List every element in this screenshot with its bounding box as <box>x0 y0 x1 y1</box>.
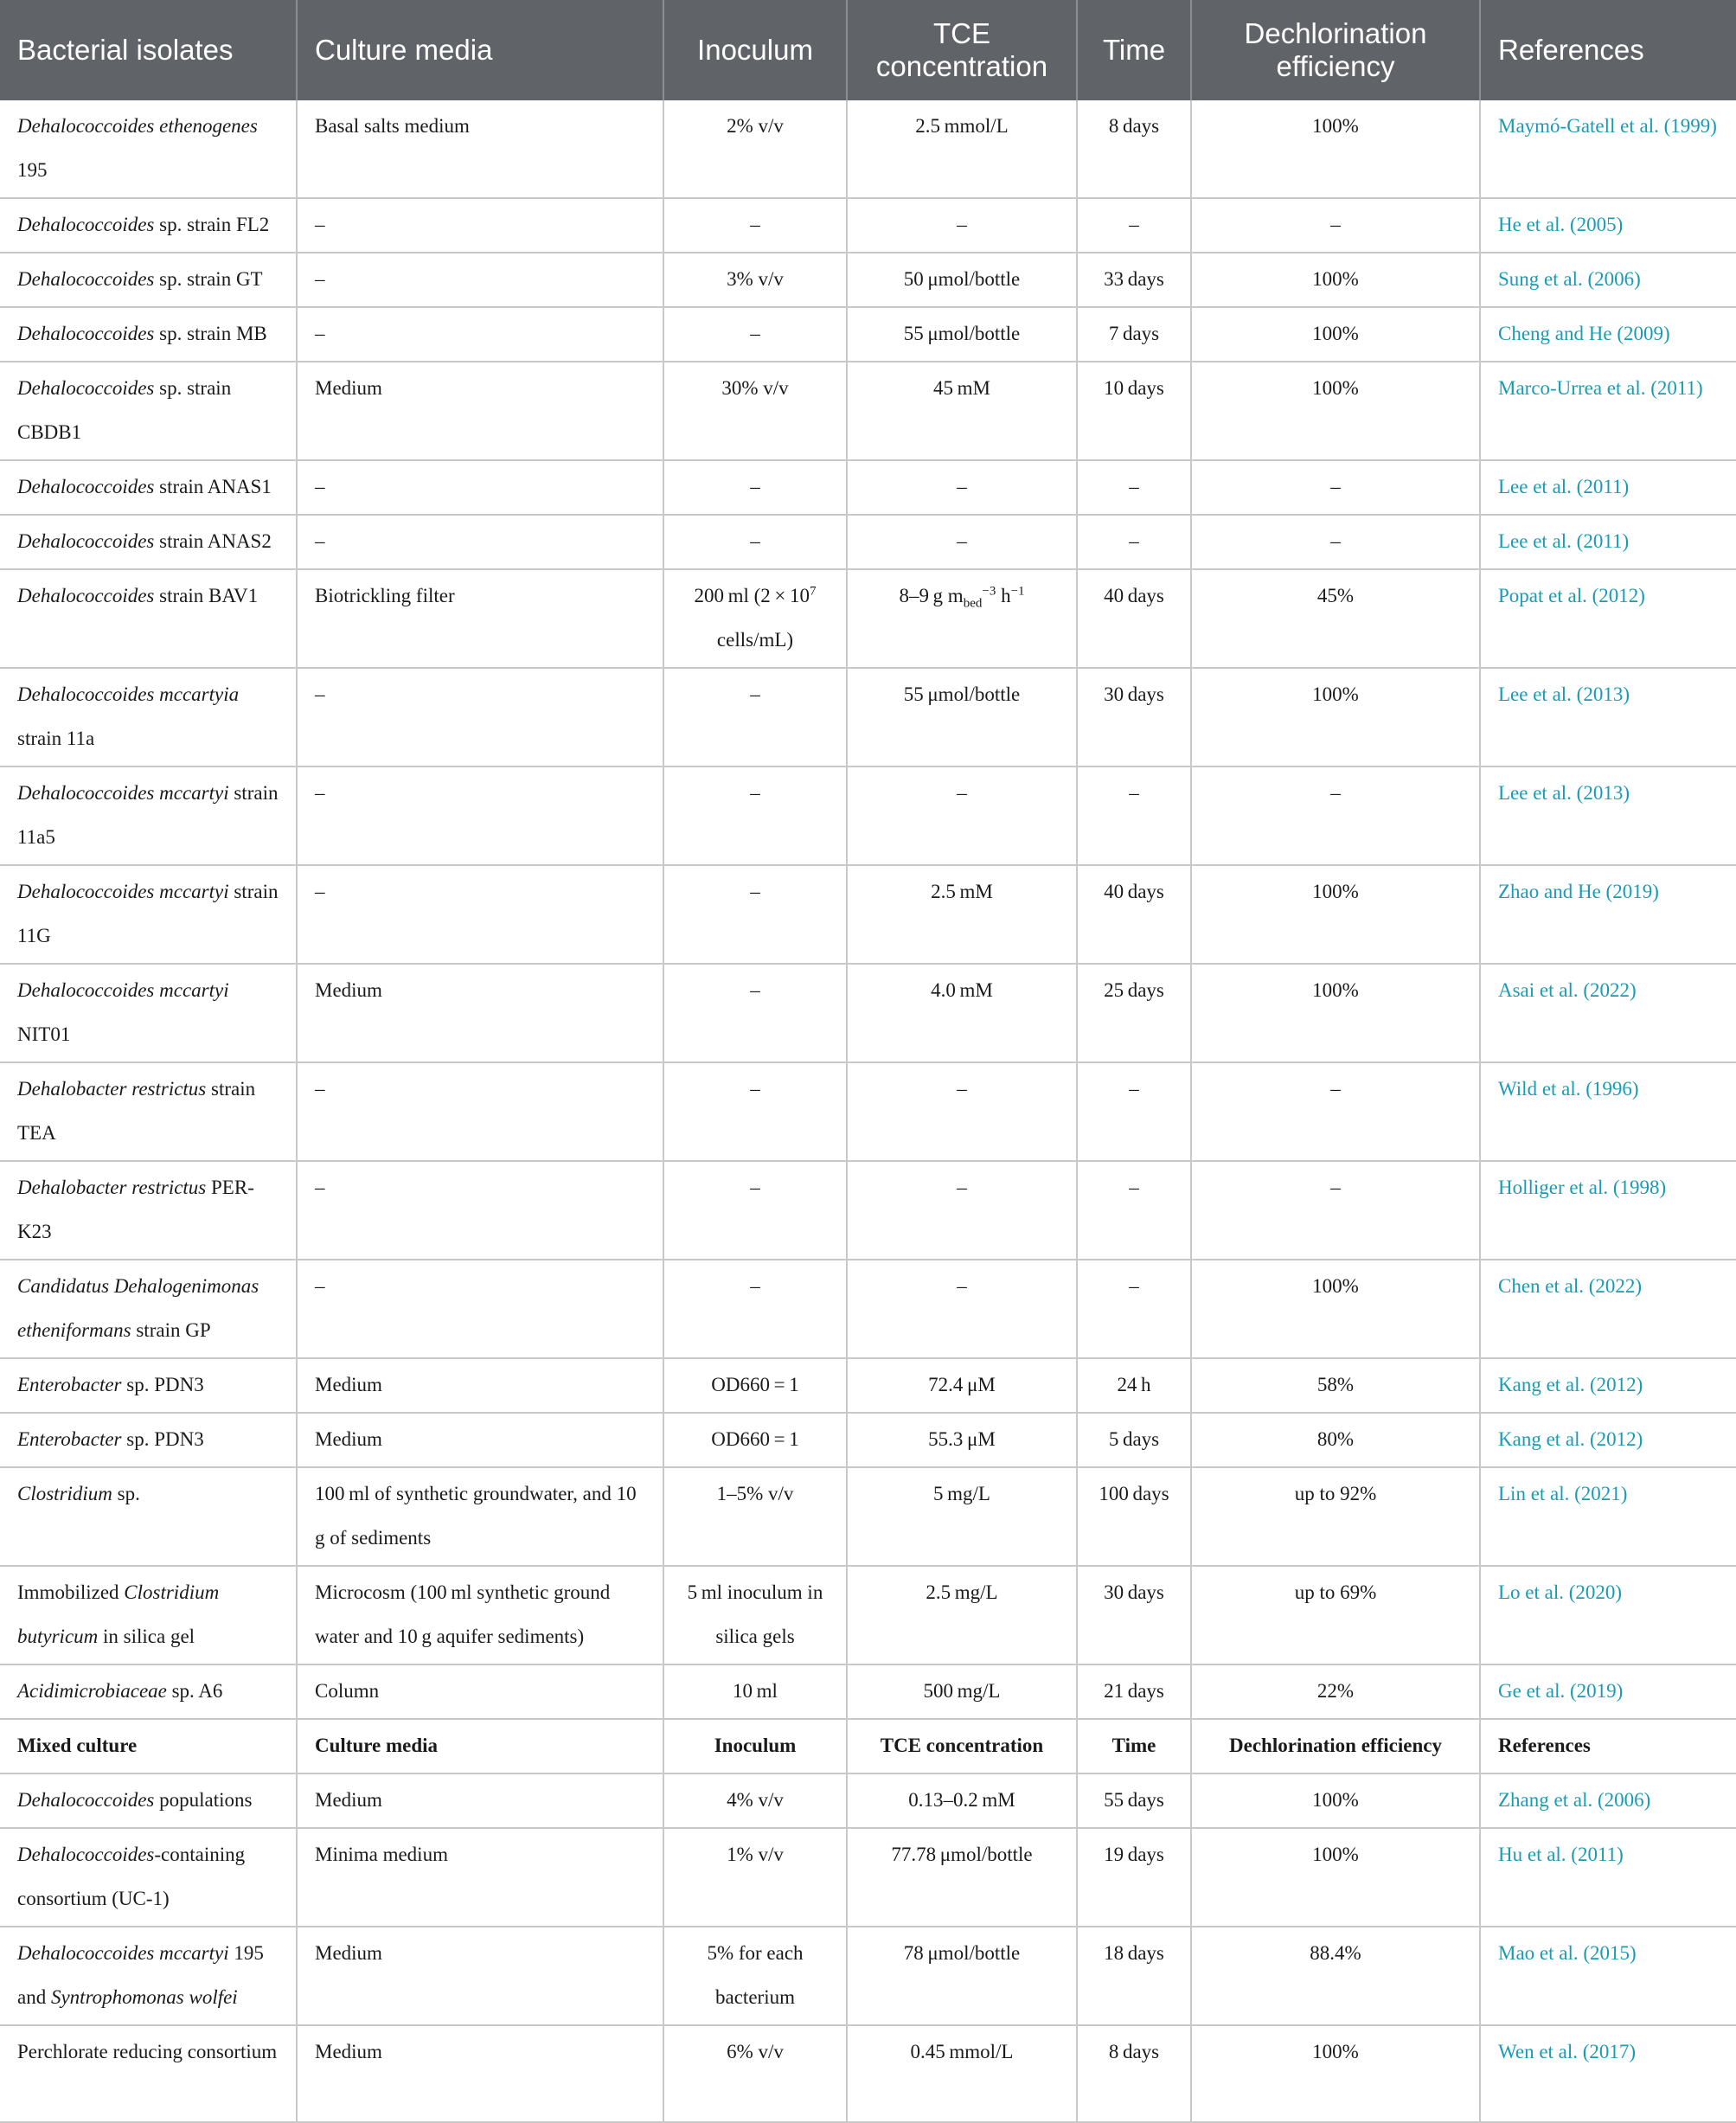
isolate-text: strain GP <box>131 1319 211 1341</box>
tce-concentration-cell: – <box>847 1161 1077 1260</box>
isolate-text: sp. PDN3 <box>121 1374 204 1395</box>
culture-media-cell: – <box>297 253 663 307</box>
time-cell: – <box>1077 1062 1191 1161</box>
time-cell: 24 h <box>1077 1358 1191 1413</box>
time-cell: 5 days <box>1077 1413 1191 1467</box>
time-cell: – <box>1077 460 1191 515</box>
inoculum-cell: OD660 = 1 <box>663 1413 847 1467</box>
efficiency-cell: 100% <box>1191 2025 1480 2122</box>
time-cell: – <box>1077 1161 1191 1260</box>
culture-media-cell: – <box>297 460 663 515</box>
reference-link[interactable]: Zhao and He (2019) <box>1480 865 1736 964</box>
inoculum-cell: – <box>663 1260 847 1358</box>
isolate-text: sp. A6 <box>166 1680 223 1702</box>
isolate-text: Dehalobacter restrictus <box>17 1078 207 1100</box>
table-row <box>0 1467 1736 1566</box>
isolate-text: strain ANAS1 <box>154 476 272 497</box>
isolate-text: populations <box>154 1789 253 1811</box>
reference-link[interactable]: He et al. (2005) <box>1480 198 1736 253</box>
efficiency-cell: – <box>1191 515 1480 569</box>
isolate-text: Candidatus Dehalogenimonas etheniformans <box>17 1275 259 1341</box>
isolate-text: Dehalococcoides <box>17 1789 155 1811</box>
tce-concentration-cell: – <box>847 1260 1077 1358</box>
time-cell: 33 days <box>1077 253 1191 307</box>
isolate-text: NIT01 <box>17 1023 71 1045</box>
efficiency-cell: – <box>1191 1062 1480 1161</box>
time-cell: 8 days <box>1077 2025 1191 2122</box>
tce-concentration-cell: – <box>847 1062 1077 1161</box>
isolate-text: sp. strain GT <box>154 268 263 290</box>
efficiency-cell: 58% <box>1191 1358 1480 1413</box>
table-row <box>0 307 1736 362</box>
culture-media-cell: 100 ml of synthetic groundwater, and 10 g of sediments <box>297 1467 663 1566</box>
table-header <box>0 0 1736 100</box>
subheader-inoculum: Inoculum <box>663 1719 847 1773</box>
isolate-cell <box>0 964 297 1062</box>
isolate-cell <box>0 1664 297 1719</box>
table-row <box>0 2025 1736 2122</box>
isolate-text: Dehalococcoides <box>17 377 155 399</box>
header-references: References <box>1480 0 1736 100</box>
tce-concentration-cell: 78 μmol/bottle <box>847 1927 1077 2025</box>
isolate-text: Enterobacter <box>17 1374 122 1395</box>
isolate-text: Dehalococcoides <box>17 268 155 290</box>
reference-link[interactable]: Lo et al. (2020) <box>1480 1566 1736 1664</box>
header-bacterial-isolates: Bacterial isolates <box>0 0 297 100</box>
time-cell: 21 days <box>1077 1664 1191 1719</box>
table-row <box>0 1566 1736 1664</box>
header-inoculum: Inoculum <box>663 0 847 100</box>
inoculum-cell: 4% v/v <box>663 1773 847 1828</box>
efficiency-cell: up to 69% <box>1191 1566 1480 1664</box>
reference-link[interactable]: Lee et al. (2011) <box>1480 460 1736 515</box>
isolate-cell <box>0 1566 297 1664</box>
reference-link[interactable]: Wen et al. (2017) <box>1480 2025 1736 2122</box>
isolate-text: Syntrophomonas wolfei <box>50 1986 238 2008</box>
time-cell: – <box>1077 515 1191 569</box>
time-cell: 18 days <box>1077 1927 1191 2025</box>
isolate-text: strain 11G <box>17 881 279 946</box>
tce-concentration-cell: 4.0 mM <box>847 964 1077 1062</box>
culture-media-cell: – <box>297 515 663 569</box>
time-cell: 10 days <box>1077 362 1191 460</box>
isolate-cell <box>0 307 297 362</box>
isolate-cell <box>0 865 297 964</box>
tce-concentration-cell: 55.3 μM <box>847 1413 1077 1467</box>
reference-link[interactable]: Cheng and He (2009) <box>1480 307 1736 362</box>
reference-link[interactable]: Chen et al. (2022) <box>1480 1260 1736 1358</box>
tce-concentration-cell: 2.5 mg/L <box>847 1566 1077 1664</box>
inoculum-cell: – <box>663 668 847 766</box>
culture-media-cell: – <box>297 1062 663 1161</box>
isolate-cell <box>0 460 297 515</box>
isolate-text: sp. <box>112 1483 140 1504</box>
subheader-time: Time <box>1077 1719 1191 1773</box>
isolate-text: strain 11a <box>17 728 95 749</box>
efficiency-cell: 100% <box>1191 668 1480 766</box>
subheader-dechlorination-efficiency: Dechlorination efficiency <box>1191 1719 1480 1773</box>
inoculum-cell: – <box>663 307 847 362</box>
table-row <box>0 1358 1736 1413</box>
inoculum-cell: – <box>663 766 847 865</box>
time-cell: – <box>1077 198 1191 253</box>
culture-media-cell: Medium <box>297 1773 663 1828</box>
culture-media-cell: – <box>297 198 663 253</box>
efficiency-cell: 100% <box>1191 100 1480 198</box>
reference-link[interactable]: Lin et al. (2021) <box>1480 1467 1736 1566</box>
reference-link[interactable]: Kang et al. (2012) <box>1480 1413 1736 1467</box>
tce-concentration-cell: 0.45 mmol/L <box>847 2025 1077 2122</box>
tce-concentration-cell: 0.13–0.2 mM <box>847 1773 1077 1828</box>
time-cell: – <box>1077 1260 1191 1358</box>
tce-concentration-cell: 2.5 mmol/L <box>847 100 1077 198</box>
isolate-cell <box>0 253 297 307</box>
isolate-text: sp. strain MB <box>154 323 267 344</box>
table-row <box>0 198 1736 253</box>
reference-link[interactable]: Zhang et al. (2006) <box>1480 1773 1736 1828</box>
table-row <box>0 1161 1736 1260</box>
inoculum-cell: 5 ml inoculum in silica gels <box>663 1566 847 1664</box>
table-row <box>0 1927 1736 2025</box>
isolate-cell <box>0 1927 297 2025</box>
isolate-text: Acidimicrobiaceae <box>17 1680 167 1702</box>
isolate-text: strain ANAS2 <box>154 530 272 552</box>
isolate-text: Dehalococcoides mccartyi <box>17 881 229 902</box>
subheader-culture-media: Culture media <box>297 1719 663 1773</box>
isolate-cell <box>0 100 297 198</box>
isolate-text: strain BAV1 <box>154 585 259 606</box>
reference-link[interactable]: Ge et al. (2019) <box>1480 1664 1736 1719</box>
reference-link[interactable]: Marco-Urrea et al. (2011) <box>1480 362 1736 460</box>
isolate-cell <box>0 1358 297 1413</box>
culture-media-cell: Medium <box>297 1413 663 1467</box>
time-cell: 100 days <box>1077 1467 1191 1566</box>
inoculum-cell: – <box>663 865 847 964</box>
table-row <box>0 1664 1736 1719</box>
isolate-text: Clostridium butyricum <box>17 1581 220 1647</box>
tce-concentration-cell: 77.78 μmol/bottle <box>847 1828 1077 1927</box>
efficiency-cell: up to 92% <box>1191 1467 1480 1566</box>
isolate-cell <box>0 569 297 668</box>
isolate-cell <box>0 198 297 253</box>
isolate-text: Dehalococcoides mccartyi <box>17 782 229 804</box>
reference-link[interactable]: Sung et al. (2006) <box>1480 253 1736 307</box>
inoculum-cell: 6% v/v <box>663 2025 847 2122</box>
table-row <box>0 460 1736 515</box>
inoculum-cell: 5% for each bacterium <box>663 1927 847 2025</box>
reference-link[interactable]: Mao et al. (2015) <box>1480 1927 1736 2025</box>
subheader-mixed-culture: Mixed culture <box>0 1719 297 1773</box>
time-cell: 55 days <box>1077 1773 1191 1828</box>
table-row <box>0 253 1736 307</box>
mixed-culture-subheader-row <box>0 1719 1736 1773</box>
culture-media-cell: Minima medium <box>297 1828 663 1927</box>
efficiency-cell: 22% <box>1191 1664 1480 1719</box>
efficiency-cell: 88.4% <box>1191 1927 1480 2025</box>
header-time: Time <box>1077 0 1191 100</box>
culture-media-cell: – <box>297 307 663 362</box>
isolate-cell <box>0 1773 297 1828</box>
reference-link[interactable]: Maymó-Gatell et al. (1999) <box>1480 100 1736 198</box>
isolate-cell <box>0 2025 297 2122</box>
time-cell: 19 days <box>1077 1828 1191 1927</box>
header-dechlorination-efficiency: Dechlorination efficiency <box>1191 0 1480 100</box>
efficiency-cell: 100% <box>1191 307 1480 362</box>
isolate-cell <box>0 1467 297 1566</box>
isolate-text: Dehalococcoides mccartyia <box>17 683 240 705</box>
table-row <box>0 766 1736 865</box>
isolate-text: Perchlorate reducing consortium <box>17 2041 278 2062</box>
tce-concentration-cell: 45 mM <box>847 362 1077 460</box>
time-cell: 30 days <box>1077 1566 1191 1664</box>
isolate-text: Clostridium <box>17 1483 112 1504</box>
header-tce-concentration: TCE concentration <box>847 0 1077 100</box>
culture-media-cell: Medium <box>297 964 663 1062</box>
efficiency-cell: 100% <box>1191 1260 1480 1358</box>
subheader-tce-concentration: TCE concentration <box>847 1719 1077 1773</box>
inoculum-cell: – <box>663 515 847 569</box>
tce-concentration-cell: 72.4 μM <box>847 1358 1077 1413</box>
inoculum-cell: – <box>663 1062 847 1161</box>
time-cell: 7 days <box>1077 307 1191 362</box>
culture-media-cell: Medium <box>297 1358 663 1413</box>
inoculum-cell: 30% v/v <box>663 362 847 460</box>
table-row <box>0 1062 1736 1161</box>
reference-link[interactable]: Holliger et al. (1998) <box>1480 1161 1736 1260</box>
tce-concentration-cell: 2.5 mM <box>847 865 1077 964</box>
isolate-text: -containing consortium (UC-1) <box>17 1844 246 1909</box>
tce-concentration-cell: 50 μmol/bottle <box>847 253 1077 307</box>
isolate-text: in silica gel <box>98 1626 195 1647</box>
table-row <box>0 1413 1736 1467</box>
culture-media-cell: Basal salts medium <box>297 100 663 198</box>
efficiency-cell: – <box>1191 198 1480 253</box>
isolate-cell <box>0 668 297 766</box>
isolate-text: sp. PDN3 <box>121 1428 204 1450</box>
culture-media-cell: Medium <box>297 1927 663 2025</box>
isolate-text: Dehalococcoides <box>17 585 155 606</box>
efficiency-cell: – <box>1191 766 1480 865</box>
culture-media-cell: Medium <box>297 362 663 460</box>
efficiency-cell: – <box>1191 1161 1480 1260</box>
inoculum-cell: 2% v/v <box>663 100 847 198</box>
efficiency-cell: 100% <box>1191 362 1480 460</box>
isolate-text: strain 11a5 <box>17 782 279 848</box>
culture-media-cell: – <box>297 1161 663 1260</box>
table-row <box>0 515 1736 569</box>
reference-link[interactable]: Kang et al. (2012) <box>1480 1358 1736 1413</box>
isolate-cell <box>0 1413 297 1467</box>
isolate-text: strain TEA <box>17 1078 256 1144</box>
culture-media-cell: Biotrickling filter <box>297 569 663 668</box>
time-cell: – <box>1077 766 1191 865</box>
table-row <box>0 362 1736 460</box>
time-cell: 40 days <box>1077 569 1191 668</box>
inoculum-cell: 3% v/v <box>663 253 847 307</box>
reference-link[interactable]: Lee et al. (2011) <box>1480 515 1736 569</box>
inoculum-cell: 200 ml ($2 \times 10^7$ cells/mL) <box>663 569 847 668</box>
inoculum-cell: OD660 = 1 <box>663 1358 847 1413</box>
time-cell: 25 days <box>1077 964 1191 1062</box>
table-row <box>0 668 1736 766</box>
tce-concentration-cell: – <box>847 460 1077 515</box>
inoculum-cell: – <box>663 198 847 253</box>
isolate-text: Dehalococcoides <box>17 1844 155 1865</box>
isolate-cell <box>0 1260 297 1358</box>
efficiency-cell: 100% <box>1191 865 1480 964</box>
efficiency-cell: – <box>1191 460 1480 515</box>
time-cell: 8 days <box>1077 100 1191 198</box>
isolate-text: sp. strain CBDB1 <box>17 377 232 443</box>
tce-concentration-cell: 5 mg/L <box>847 1467 1077 1566</box>
inoculum-cell: 1–5% v/v <box>663 1467 847 1566</box>
isolate-text: Dehalobacter restrictus <box>17 1177 207 1198</box>
culture-media-cell: – <box>297 865 663 964</box>
table-row <box>0 964 1736 1062</box>
efficiency-cell: 100% <box>1191 964 1480 1062</box>
isolate-cell <box>0 362 297 460</box>
efficiency-cell: 100% <box>1191 1773 1480 1828</box>
culture-media-cell: Column <box>297 1664 663 1719</box>
table-row <box>0 100 1736 198</box>
isolate-cell <box>0 1062 297 1161</box>
isolate-text: 195 and <box>17 1942 264 2008</box>
tce-concentration-cell: 8–9 g $m_{bed}^{-3}$ $h^{-1}$ <box>847 569 1077 668</box>
tce-concentration-cell: 500 mg/L <box>847 1664 1077 1719</box>
table-row <box>0 1828 1736 1927</box>
isolate-text: sp. strain FL2 <box>154 214 270 235</box>
isolate-text: Immobilized <box>17 1581 125 1603</box>
isolate-text: Dehalococcoides <box>17 530 155 552</box>
header-culture-media: Culture media <box>297 0 663 100</box>
reference-link[interactable]: Popat et al. (2012) <box>1480 569 1736 668</box>
isolate-text: Dehalococcoides mccartyi <box>17 979 229 1001</box>
inoculum-cell: 1% v/v <box>663 1828 847 1927</box>
isolate-text: Dehalococcoides <box>17 323 155 344</box>
isolate-cell <box>0 766 297 865</box>
culture-media-cell: – <box>297 1260 663 1358</box>
tce-concentration-cell: 55 μmol/bottle <box>847 668 1077 766</box>
isolate-text: Dehalococcoides mccartyi <box>17 1942 229 1964</box>
inoculum-cell: – <box>663 964 847 1062</box>
reference-link[interactable]: Lee et al. (2013) <box>1480 766 1736 865</box>
reference-link[interactable]: Hu et al. (2011) <box>1480 1828 1736 1927</box>
tce-concentration-cell: – <box>847 766 1077 865</box>
culture-media-cell: Microcosm (100 ml synthetic ground water and 10 g aquifer sediments) <box>297 1566 663 1664</box>
reference-link[interactable]: Lee et al. (2013) <box>1480 668 1736 766</box>
reference-link[interactable]: Asai et al. (2022) <box>1480 964 1736 1062</box>
time-cell: 40 days <box>1077 865 1191 964</box>
tce-concentration-cell: 55 μmol/bottle <box>847 307 1077 362</box>
table-row <box>0 1260 1736 1358</box>
table-row <box>0 1773 1736 1828</box>
isolate-text: Dehalococcoides <box>17 214 155 235</box>
culture-media-cell: Medium <box>297 2025 663 2122</box>
isolate-cell <box>0 1161 297 1260</box>
efficiency-cell: 45% <box>1191 569 1480 668</box>
isolate-text: 195 <box>17 159 48 181</box>
time-cell: 30 days <box>1077 668 1191 766</box>
table-row <box>0 865 1736 964</box>
inoculum-cell: – <box>663 460 847 515</box>
isolate-cell <box>0 515 297 569</box>
inoculum-cell: – <box>663 1161 847 1260</box>
efficiency-cell: 80% <box>1191 1413 1480 1467</box>
inoculum-cell: 10 ml <box>663 1664 847 1719</box>
efficiency-cell: 100% <box>1191 253 1480 307</box>
tce-concentration-cell: – <box>847 198 1077 253</box>
isolate-text: Dehalococcoides ethenogenes <box>17 115 258 137</box>
isolate-cell <box>0 1828 297 1927</box>
table-row <box>0 569 1736 668</box>
isolate-text: Dehalococcoides <box>17 476 155 497</box>
isolate-text: Enterobacter <box>17 1428 122 1450</box>
culture-media-cell: – <box>297 668 663 766</box>
tce-concentration-cell: – <box>847 515 1077 569</box>
efficiency-cell: 100% <box>1191 1828 1480 1927</box>
table-body <box>0 100 1736 2122</box>
isolate-text: PER-K23 <box>17 1177 254 1242</box>
reference-link[interactable]: Wild et al. (1996) <box>1480 1062 1736 1161</box>
subheader-references: References <box>1480 1719 1736 1773</box>
culture-media-cell: – <box>297 766 663 865</box>
header-row <box>0 0 1736 100</box>
